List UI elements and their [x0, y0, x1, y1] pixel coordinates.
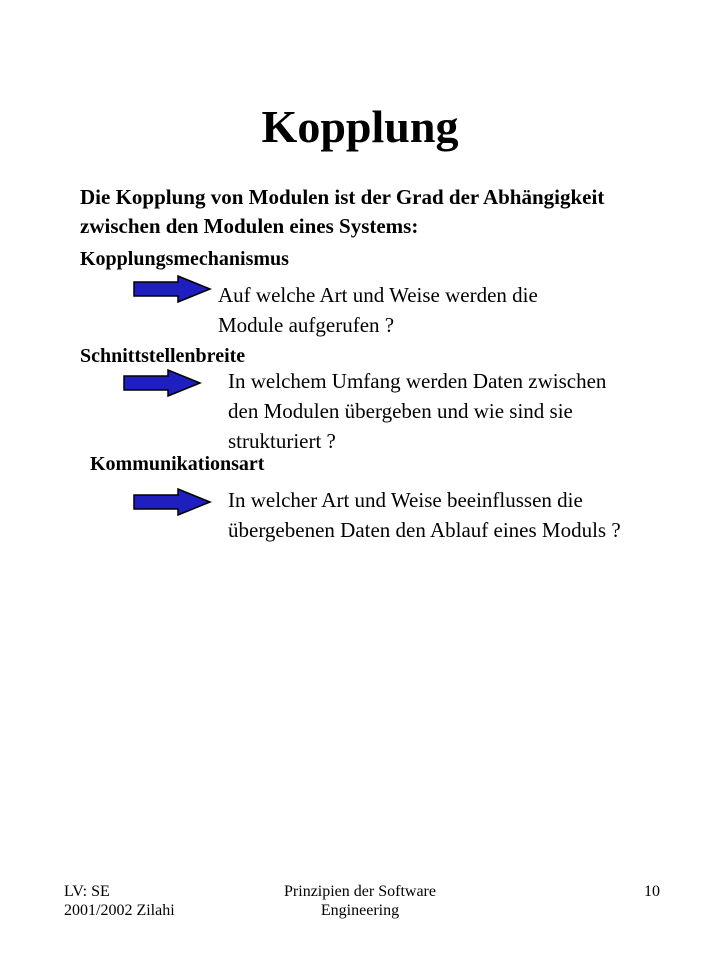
- section-3-line-1: In welcher Art und Weise beeinflussen die: [228, 488, 583, 512]
- section-1-line-1: Auf welche Art und Weise werden die: [218, 283, 538, 307]
- section-1-line-2: Module aufgerufen ?: [218, 313, 395, 337]
- slide-title: Kopplung: [261, 101, 459, 152]
- right-arrow-icon: [132, 487, 212, 517]
- footer-course: LV: SE: [64, 883, 110, 900]
- section-2-line-2: den Modulen übergeben und wie sind sie: [228, 399, 573, 423]
- page-number: 10: [644, 883, 660, 900]
- footer-title-line-2: Engineering: [320, 902, 400, 919]
- section-2-line-3: strukturiert ?: [228, 429, 336, 453]
- section-3-line-2: übergebenen Daten den Ablauf eines Moduls ?: [228, 518, 621, 542]
- heading-schnittstellenbreite: Schnittstellenbreite: [80, 345, 246, 367]
- footer-term-author: 2001/2002 Zilahi: [64, 902, 175, 919]
- right-arrow-icon: [122, 368, 202, 398]
- intro-line-2: zwischen den Modulen eines Systems:: [80, 214, 419, 238]
- heading-kommunikationsart: Kommunikationsart: [90, 453, 265, 475]
- intro-line-1: Die Kopplung von Modulen ist der Grad der Abhängigkeit: [80, 185, 605, 209]
- section-3-text: [228, 485, 708, 545]
- footer-title-line-1: Prinzipien der Software: [284, 883, 436, 900]
- right-arrow-icon: [132, 274, 212, 304]
- section-2-line-1: In welchem Umfang werden Daten zwischen: [228, 369, 607, 393]
- intro-text: [80, 183, 700, 241]
- section-1-text: [218, 280, 698, 340]
- heading-kopplungsmechanismus: Kopplungsmechanismus: [80, 248, 289, 270]
- footer-center: [220, 882, 500, 920]
- section-2-text: [228, 366, 708, 456]
